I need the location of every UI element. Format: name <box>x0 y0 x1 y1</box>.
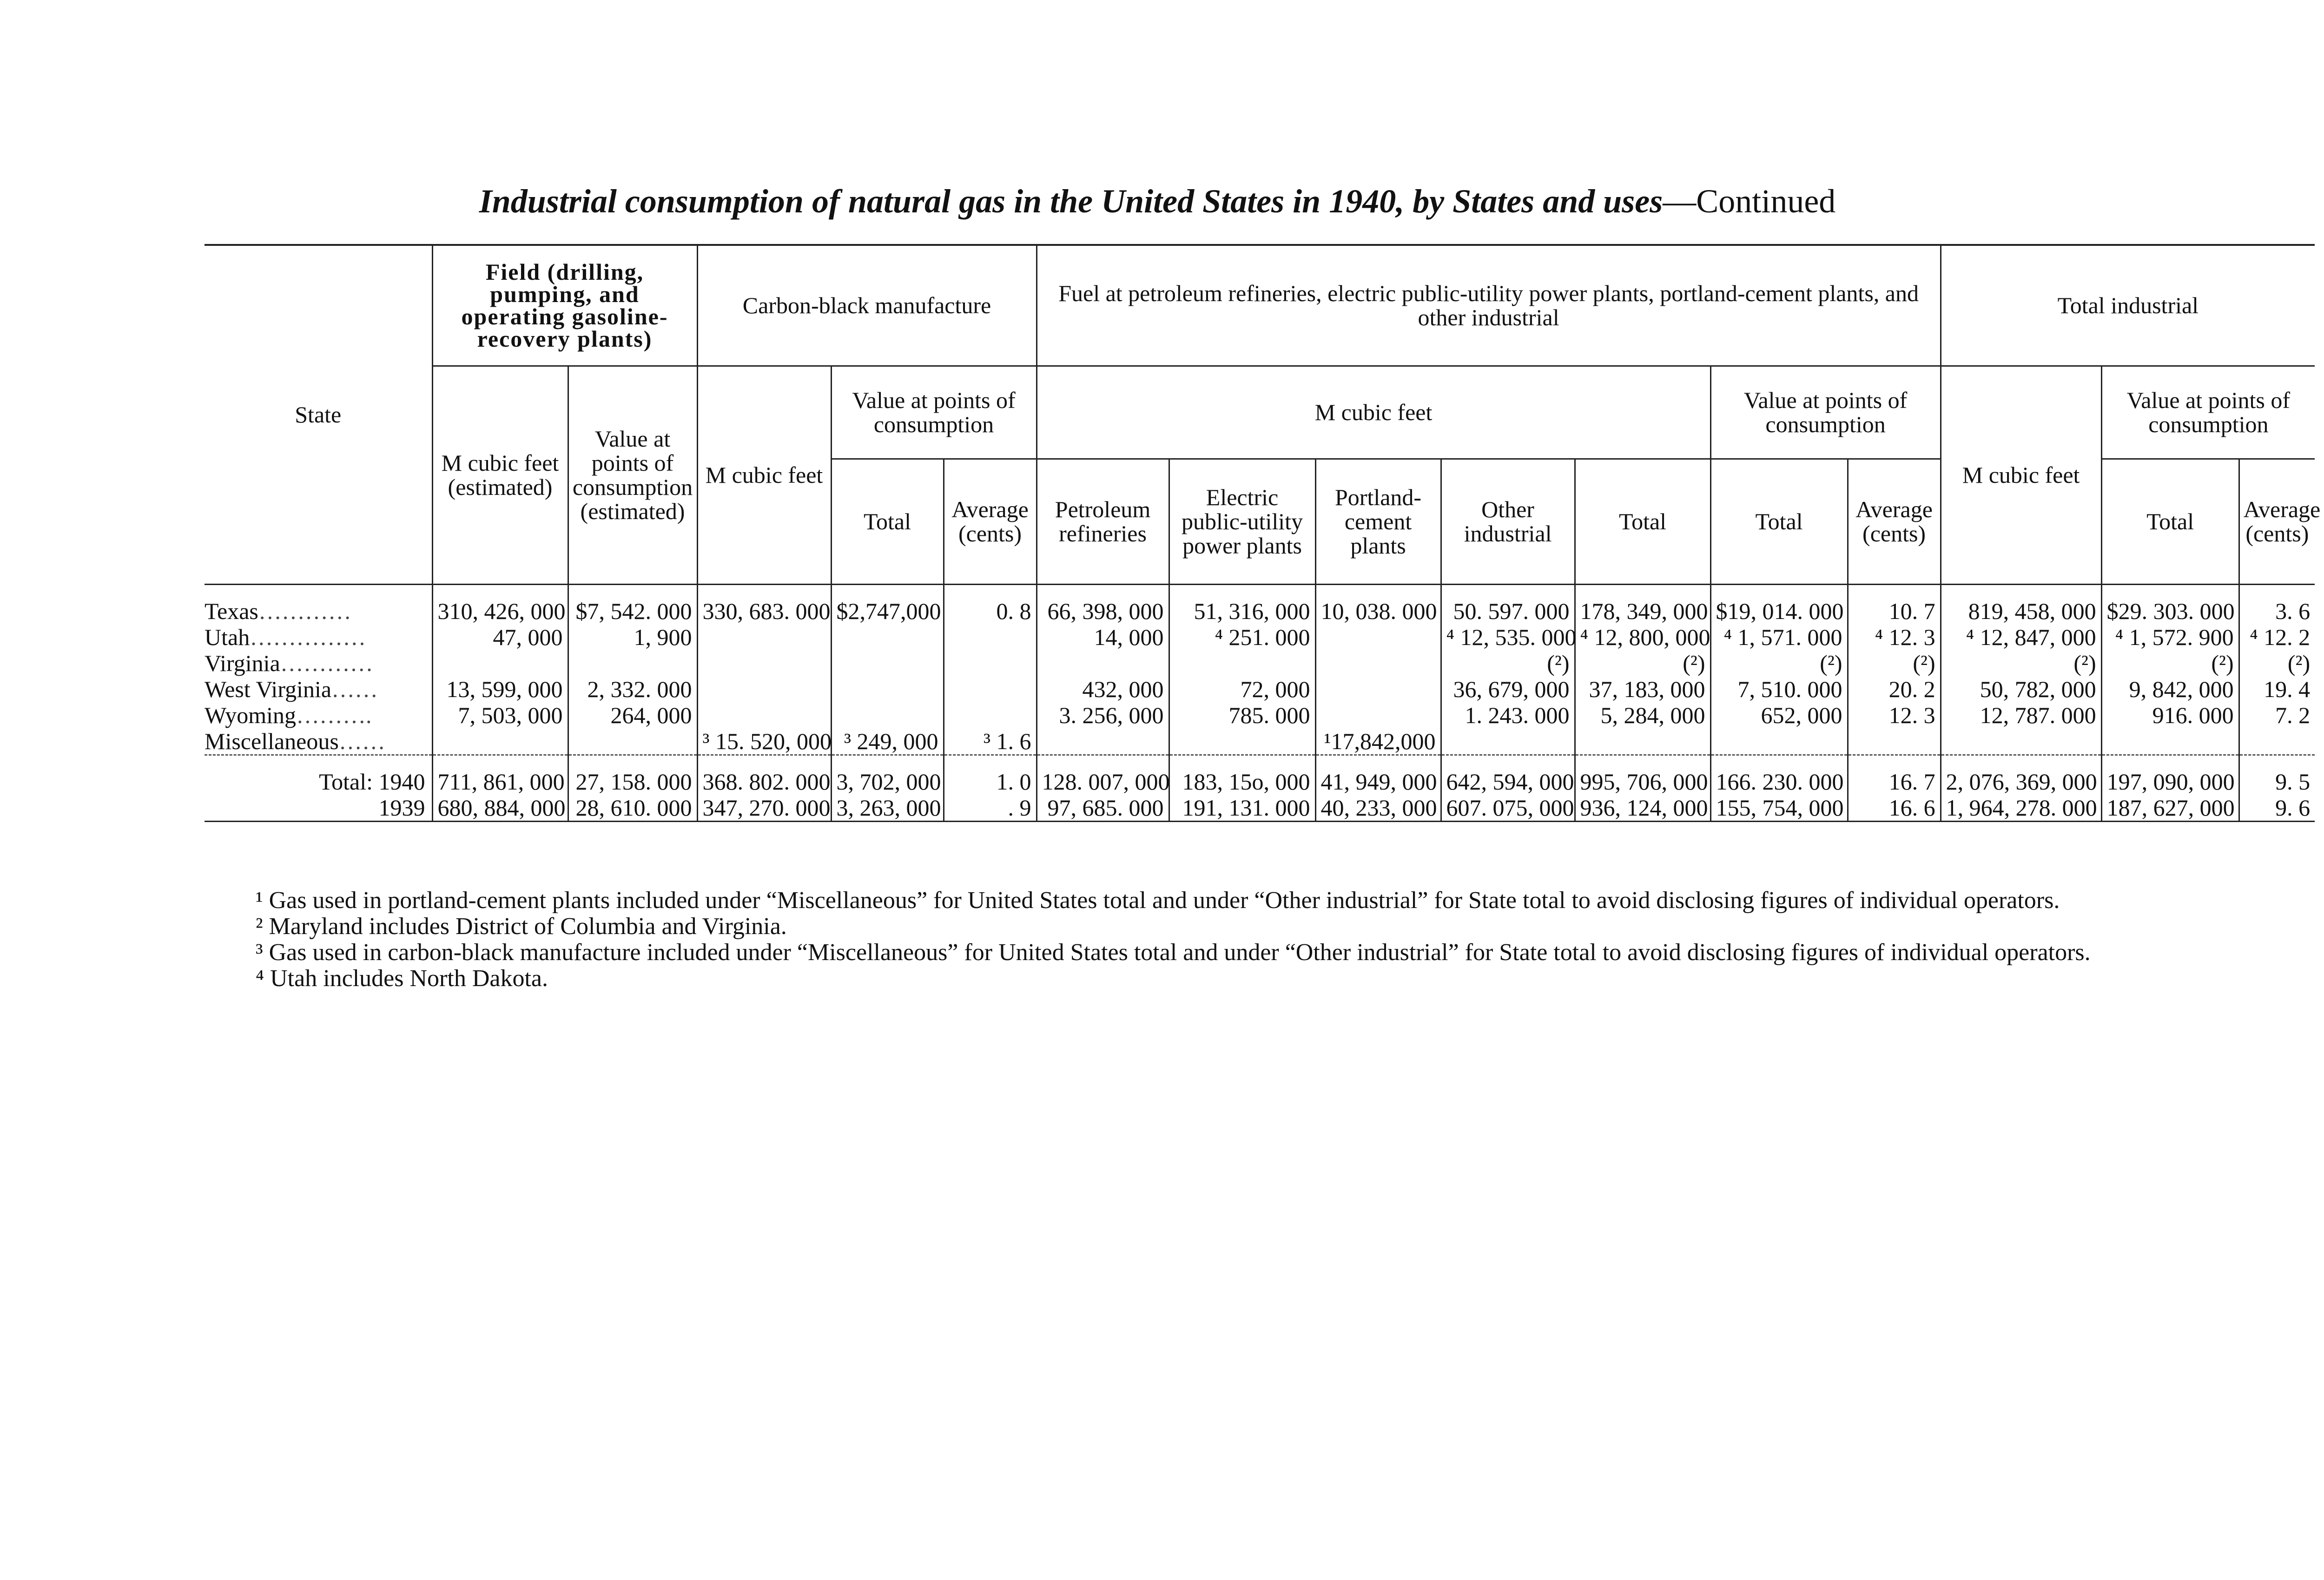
total-row <box>205 769 2315 795</box>
header-ti-total: Total <box>2101 459 2239 584</box>
state-name-cell: Virginia………… <box>205 650 373 676</box>
table-cell: 155, 754, 000 <box>1710 795 1848 822</box>
table-cell <box>568 650 697 676</box>
table-cell: 819, 458, 000 <box>1941 598 2101 624</box>
table-cell: 995, 706, 000 <box>1575 769 1710 795</box>
table-cell: 40, 233, 000 <box>1315 795 1441 822</box>
header-fuel-other: Other industrial <box>1441 459 1575 584</box>
title-italic: Industrial consumption of natural gas in the United States in 1940, by States and uses <box>479 183 1663 220</box>
table-cell: 27, 158. 000 <box>568 769 697 795</box>
header-fuel-petroleum: Petroleum refineries <box>1037 459 1169 584</box>
footnote: ² Maryland includes District of Columbia and Virginia. <box>256 913 787 940</box>
header-carbon-group: Carbon-black manufacture <box>697 245 1037 366</box>
state-name-cell: Utah…………… <box>205 624 366 650</box>
table-cell: 3. 6 <box>2239 598 2315 624</box>
table-cell: ³ 15. 520, 000 <box>697 728 831 755</box>
header-fuel-value-avg: Average (cents) <box>1848 459 1941 584</box>
table-cell: ⁴ 1, 571. 000 <box>1710 624 1848 650</box>
table-cell: 347, 270. 000 <box>697 795 831 822</box>
header-fuel-mcf-group: M cubic feet <box>1037 366 1710 459</box>
table-row <box>205 702 2315 728</box>
table-cell <box>831 650 944 676</box>
table-cell: ⁴ 12, 847, 000 <box>1941 624 2101 650</box>
header-fuel-value-group: Value at points of consumption <box>1710 366 1941 459</box>
state-name-cell: Wyoming………. <box>205 702 372 728</box>
table-cell: 1. 0 <box>944 769 1037 795</box>
table-cell: 7, 503, 000 <box>432 702 568 728</box>
header-total-industrial-group: Total industrial <box>1941 245 2315 366</box>
header-fuel-portland: Portland-cement plants <box>1315 459 1441 584</box>
table-cell <box>1315 624 1441 650</box>
table-cell <box>1315 650 1441 676</box>
table-cell: 785. 000 <box>1169 702 1315 728</box>
table-cell: 2, 076, 369, 000 <box>1941 769 2101 795</box>
table-cell: 10. 7 <box>1848 598 1941 624</box>
table-cell <box>1575 728 1710 755</box>
table-cell: 166. 230. 000 <box>1710 769 1848 795</box>
table-cell: . 9 <box>944 795 1037 822</box>
table-cell: 19. 4 <box>2239 676 2315 702</box>
table-cell <box>2239 728 2315 755</box>
footnote: ¹ Gas used in portland-cement plants included under “Miscellaneous” for United States total and under “Other industrial” for State total to avoid disclosing figures of individual operators. <box>256 887 2060 914</box>
table-cell: 191, 131. 000 <box>1169 795 1315 822</box>
table-cell: 3, 702, 000 <box>831 769 944 795</box>
table-cell: 14, 000 <box>1037 624 1169 650</box>
table-cell: (²) <box>1441 650 1575 676</box>
table-cell: 916. 000 <box>2101 702 2239 728</box>
table-cell: 187, 627, 000 <box>2101 795 2239 822</box>
table-cell: ¹17,842,000 <box>1315 728 1441 755</box>
table-cell <box>697 702 831 728</box>
table-cell <box>1037 650 1169 676</box>
data-table <box>205 244 2321 822</box>
table-cell: (²) <box>1575 650 1710 676</box>
table-cell: 3. 256, 000 <box>1037 702 1169 728</box>
header-ti-value-group: Value at points of consumption <box>2101 366 2315 459</box>
title-continued: —Continued <box>1663 183 1836 220</box>
header-fuel-total: Total <box>1575 459 1710 584</box>
table-row <box>205 598 2315 624</box>
table-cell <box>697 624 831 650</box>
footnote: ³ Gas used in carbon-black manufacture included under “Miscellaneous” for United States total and under “Other industrial” for State total to avoid disclosing figures of individual operators. <box>256 939 2091 966</box>
table-cell: 264, 000 <box>568 702 697 728</box>
table-cell: 1, 964, 278. 000 <box>1941 795 2101 822</box>
footnotes <box>205 888 2315 992</box>
table-cell: (²) <box>2239 650 2315 676</box>
table-cell: $29. 303. 000 <box>2101 598 2239 624</box>
table-cell: 432, 000 <box>1037 676 1169 702</box>
table-cell: 20. 2 <box>1848 676 1941 702</box>
table-cell: $19, 014. 000 <box>1710 598 1848 624</box>
spacer-row <box>205 584 2315 598</box>
table-body <box>205 584 2315 821</box>
header-carbon-total: Total <box>831 459 944 584</box>
table-header <box>205 245 2321 584</box>
header-field-mcf: M cubic feet (estimated) <box>432 366 568 584</box>
table-cell: 652, 000 <box>1710 702 1848 728</box>
table-row <box>205 650 2315 676</box>
table-cell <box>568 728 697 755</box>
table-cell <box>1315 702 1441 728</box>
table-cell: 72, 000 <box>1169 676 1315 702</box>
table-cell: 9. 5 <box>2239 769 2315 795</box>
table-cell: 97, 685. 000 <box>1037 795 1169 822</box>
table-cell: 28, 610. 000 <box>568 795 697 822</box>
table-cell <box>1315 676 1441 702</box>
table-cell: 7, 510. 000 <box>1710 676 1848 702</box>
total-label: 1939 <box>205 795 432 822</box>
table-cell: (²) <box>1848 650 1941 676</box>
table-cell: 13, 599, 000 <box>432 676 568 702</box>
table-cell: 1. 243. 000 <box>1441 702 1575 728</box>
table-cell: 2, 332. 000 <box>568 676 697 702</box>
table-cell: 36, 679, 000 <box>1441 676 1575 702</box>
table-cell <box>1848 728 1941 755</box>
table-cell: (²) <box>2101 650 2239 676</box>
table-cell <box>944 702 1037 728</box>
table-cell <box>432 728 568 755</box>
table-cell: ³ 249, 000 <box>831 728 944 755</box>
table-cell: 47, 000 <box>432 624 568 650</box>
table-cell: 680, 884, 000 <box>432 795 568 822</box>
table-cell: ⁴ 12. 3 <box>1848 624 1941 650</box>
table-cell <box>697 676 831 702</box>
header-fuel-group: Fuel at petroleum refineries, electric public-utility power plants, portland-cement plants, and other industrial <box>1037 245 1941 366</box>
table-cell: 330, 683. 000 <box>697 598 831 624</box>
state-name-cell: Texas………… <box>205 598 351 624</box>
table-cell <box>1441 728 1575 755</box>
table-cell <box>944 650 1037 676</box>
table-cell <box>944 676 1037 702</box>
table-cell <box>697 650 831 676</box>
table-cell: 16. 7 <box>1848 769 1941 795</box>
table-cell: 711, 861, 000 <box>432 769 568 795</box>
table-cell: (²) <box>1941 650 2101 676</box>
header-ti-mcf: M cubic feet <box>1941 366 2101 584</box>
table-cell: 12, 787. 000 <box>1941 702 2101 728</box>
header-fuel-value-total: Total <box>1710 459 1848 584</box>
header-ti-avg: Average (cents) <box>2239 459 2315 584</box>
header-state: State <box>205 245 432 584</box>
table-cell <box>2101 728 2239 755</box>
table-cell: ⁴ 1, 572. 900 <box>2101 624 2239 650</box>
header-carbon-avg: Average (cents) <box>944 459 1037 584</box>
table-cell: 66, 398, 000 <box>1037 598 1169 624</box>
total-label: Total: 1940 <box>319 768 425 795</box>
table-cell: 310, 426, 000 <box>432 598 568 624</box>
state-name-cell: West Virginia…… <box>205 676 378 702</box>
table-cell: 607. 075, 000 <box>1441 795 1575 822</box>
table-cell: 50. 597. 000 <box>1441 598 1575 624</box>
table-cell: (²) <box>1710 650 1848 676</box>
footnote: ⁴ Utah includes North Dakota. <box>256 965 548 992</box>
table-cell: 16. 6 <box>1848 795 1941 822</box>
table-cell: 183, 15o, 000 <box>1169 769 1315 795</box>
table-cell: 5, 284, 000 <box>1575 702 1710 728</box>
header-carbon-mcf: M cubic feet <box>697 366 831 584</box>
table-row <box>205 676 2315 702</box>
spacer-row <box>205 755 2315 769</box>
table-cell <box>1169 650 1315 676</box>
table-cell <box>944 624 1037 650</box>
table-cell: 3, 263, 000 <box>831 795 944 822</box>
table-cell: 37, 183, 000 <box>1575 676 1710 702</box>
data-table-wrapper <box>205 244 2321 822</box>
table-cell <box>1941 728 2101 755</box>
total-row <box>205 795 2315 822</box>
table-row <box>205 728 2315 755</box>
header-fuel-electric: Electric public-utility power plants <box>1169 459 1315 584</box>
table-row <box>205 624 2315 650</box>
table-cell <box>1037 728 1169 755</box>
table-cell: ⁴ 12. 2 <box>2239 624 2315 650</box>
table-cell: 12. 3 <box>1848 702 1941 728</box>
table-cell: 0. 8 <box>944 598 1037 624</box>
table-cell: 178, 349, 000 <box>1575 598 1710 624</box>
table-cell: 642, 594, 000 <box>1441 769 1575 795</box>
table-cell: ³ 1. 6 <box>944 728 1037 755</box>
header-field-value: Value at points of consumption (estimated) <box>568 366 697 584</box>
header-carbon-value-group: Value at points of consumption <box>831 366 1037 459</box>
table-title <box>205 180 2110 222</box>
table-cell: 10, 038. 000 <box>1315 598 1441 624</box>
table-cell: 41, 949, 000 <box>1315 769 1441 795</box>
table-cell: 9. 6 <box>2239 795 2315 822</box>
table-cell: ⁴ 12, 800, 000 <box>1575 624 1710 650</box>
table-cell: 51, 316, 000 <box>1169 598 1315 624</box>
table-cell <box>831 624 944 650</box>
table-cell: 7. 2 <box>2239 702 2315 728</box>
table-cell <box>1710 728 1848 755</box>
table-cell: ⁴ 251. 000 <box>1169 624 1315 650</box>
table-cell: 936, 124, 000 <box>1575 795 1710 822</box>
table-cell <box>432 650 568 676</box>
table-cell <box>831 676 944 702</box>
table-cell: 50, 782, 000 <box>1941 676 2101 702</box>
header-field-group: Field (drilling, pumping, and operating gasoline-recovery plants) <box>432 245 697 366</box>
table-cell: $7, 542. 000 <box>568 598 697 624</box>
table-cell: 368. 802. 000 <box>697 769 831 795</box>
table-cell <box>1169 728 1315 755</box>
table-cell: 1, 900 <box>568 624 697 650</box>
table-cell: ⁴ 12, 535. 000 <box>1441 624 1575 650</box>
table-cell <box>831 702 944 728</box>
table-cell: 197, 090, 000 <box>2101 769 2239 795</box>
table-cell: $2,747,000 <box>831 598 944 624</box>
state-name-cell: Miscellaneous…… <box>205 728 385 754</box>
table-cell: 9, 842, 000 <box>2101 676 2239 702</box>
table-cell: 128. 007, 000 <box>1037 769 1169 795</box>
